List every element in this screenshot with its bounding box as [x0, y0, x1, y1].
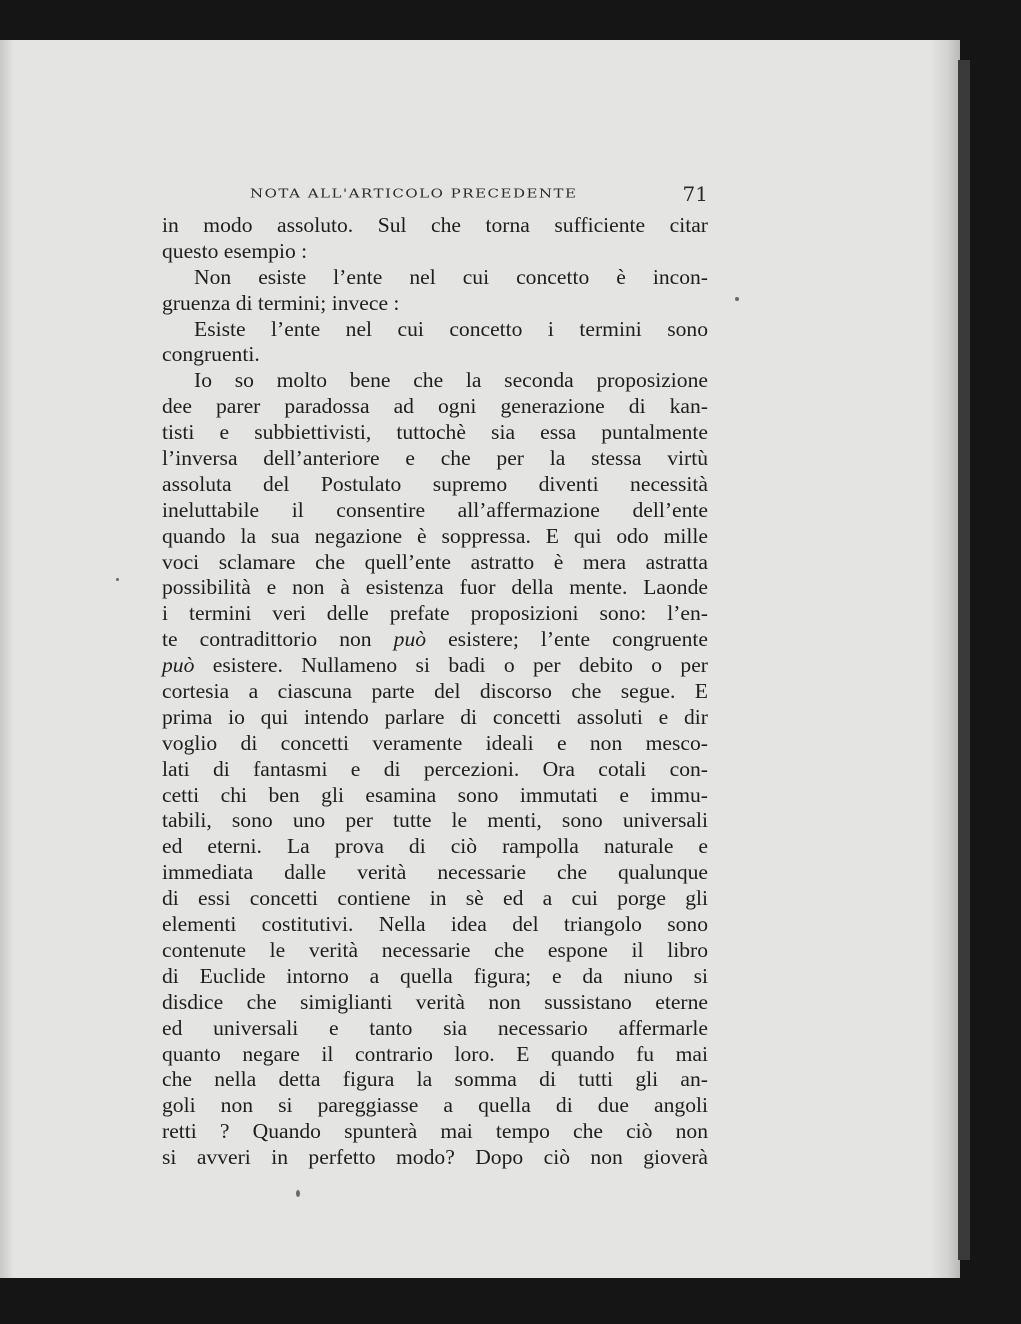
- text-line: elementi costitutivi. Nella idea del triangolo sono: [162, 912, 708, 937]
- text-line: quanto negare il contrario loro. E quando fu mai: [162, 1041, 708, 1066]
- text-line: contenute le verità necessarie che espone il libro: [162, 937, 708, 962]
- page-gutter-shadow: [0, 40, 14, 1278]
- text-line: ineluttabile il consentire all’affermazione dell’ente: [162, 497, 708, 522]
- text-line: quando la sua negazione è soppressa. E qui odo mille: [162, 523, 708, 548]
- ink-speck: [116, 578, 119, 581]
- page-fold-shading: [930, 40, 960, 1278]
- text-line: tabili, sono uno per tutte le menti, sono universali: [162, 808, 708, 833]
- body-text: [162, 213, 708, 1171]
- ink-speck: [735, 297, 739, 301]
- text-line: dee parer paradossa ad ogni generazione di kan-: [162, 394, 708, 419]
- text-line: si avveri in perfetto modo? Dopo ciò non gioverà: [162, 1145, 708, 1170]
- text-line: l’inversa dell’anteriore e che per la stessa virtù: [162, 446, 708, 471]
- text-line: retti ? Quando spunterà mai tempo che ciò non: [162, 1119, 708, 1144]
- text-line: ed universali e tanto sia necessario affermarle: [162, 1015, 708, 1040]
- text-line: goli non si pareggiasse a quella di due angoli: [162, 1093, 708, 1118]
- text-line: può esistere. Nullameno si badi o per debito o per: [162, 653, 708, 678]
- text-line: possibilità e non à esistenza fuor della mente. Laonde: [162, 575, 708, 600]
- text-line: Io so molto bene che la seconda proposizione: [194, 368, 708, 393]
- text-line: gruenza di termini; invece :: [162, 290, 400, 315]
- text-line: cortesia a ciascuna parte del discorso che segue. E: [162, 679, 708, 704]
- text-line: tisti e subbiettivisti, tuttochè sia essa puntalmente: [162, 420, 708, 445]
- text-line: ed eterni. La prova di ciò rampolla naturale e: [162, 834, 708, 859]
- text-line: cetti chi ben gli esamina sono immutati e immu-: [162, 782, 708, 807]
- text-line: assoluta del Postulato supremo diventi necessità: [162, 471, 708, 496]
- ink-speck: [296, 1190, 300, 1197]
- page-number: 71: [682, 182, 708, 206]
- text-line: in modo assoluto. Sul che torna sufficiente citar: [162, 213, 708, 237]
- text-line: voglio di concetti veramente ideali e non mesco-: [162, 730, 708, 755]
- text-line: di Euclide intorno a quella figura; e da niuno si: [162, 963, 708, 988]
- text-line: immediata dalle verità necessarie che qualunque: [162, 860, 708, 885]
- text-line: lati di fantasmi e di percezioni. Ora cotali con-: [162, 756, 708, 781]
- text-line: i termini veri delle prefate proposizioni sono: l’en-: [162, 601, 708, 626]
- text-line: disdice che simiglianti verità non sussistano eterne: [162, 989, 708, 1014]
- text-line: congruenti.: [162, 342, 260, 367]
- text-line: te contradittorio non può esistere; l’ente congruente: [162, 627, 708, 652]
- running-head: [160, 180, 710, 206]
- text-line: che nella detta figura la somma di tutti gli an-: [162, 1067, 708, 1092]
- text-line: prima io qui intendo parlare di concetti assoluti e dir: [162, 704, 708, 729]
- text-line: voci sclamare che quell’ente astratto è mera astratta: [162, 549, 708, 574]
- text-line: Non esiste l’ente nel cui concetto è incon-: [194, 264, 708, 289]
- page-edge: [958, 60, 970, 1260]
- text-line: Esiste l’ente nel cui concetto i termini sono: [194, 316, 708, 341]
- text-line: questo esempio :: [162, 238, 308, 263]
- running-head-title: NOTA ALL'ARTICOLO PRECEDENTE: [250, 186, 578, 201]
- text-line: di essi concetti contiene in sè ed a cui porge gli: [162, 886, 708, 911]
